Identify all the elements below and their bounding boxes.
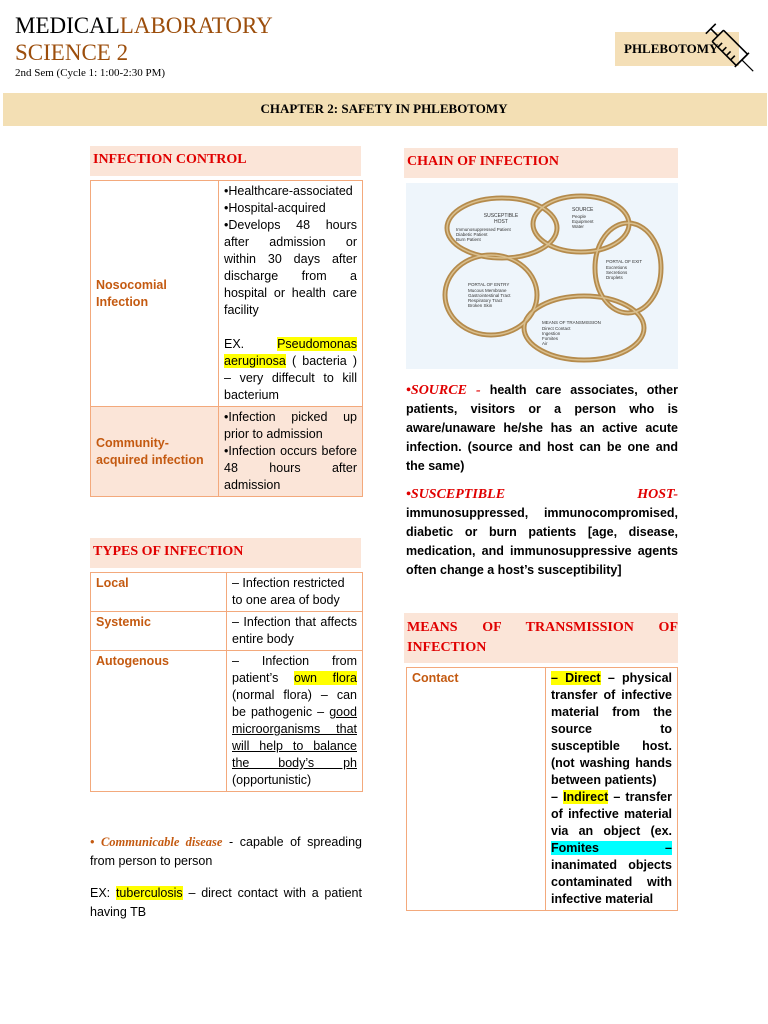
course-title-line2: SCIENCE 2 (15, 40, 129, 65)
diagram-means-items: Direct Contact Ingestion Fomites Air (542, 326, 571, 346)
chapter-title: CHAPTER 2: SAFETY IN PHLEBOTOMY (260, 101, 508, 116)
means-of-transmission-heading: MEANS OF TRANSMISSION OF INFECTION (404, 613, 678, 663)
table-row (91, 573, 363, 612)
diagram-exit-items: Excretions Secretions Droplets (606, 265, 628, 280)
contact-desc: – Direct – physical transfer of infective material from the source to susceptible host. (not washing hands between patients) – Indirect – transfer of infective material via an object (ex. Fomites – inanimated objects contaminated with infective material (546, 668, 678, 911)
table-row (91, 651, 363, 792)
diagram-source-title: SOURCE (572, 207, 594, 213)
example-suffix: ( bacteria ) – very diffecult to kill bacterium (224, 354, 357, 402)
nosocomial-desc (219, 181, 363, 407)
highlight-text: Fomites – (551, 841, 672, 855)
types-table (90, 572, 363, 792)
table-row (91, 407, 363, 497)
chain-of-infection-heading: CHAIN OF INFECTION (404, 148, 678, 178)
nosocomial-example (224, 336, 357, 404)
course-title (15, 12, 273, 66)
types-of-infection-heading: TYPES OF INFECTION (90, 538, 361, 568)
highlight-text: Indirect (563, 790, 609, 804)
diagram-entry-title: PORTAL OF ENTRY (468, 282, 510, 287)
term-text: •SUSCEPTIBLE HOST- (406, 487, 678, 502)
source-paragraph: •SOURCE - health care associates, other patients, visitors or a person who is aware/unaware he/she has an active acute infection. (source and host can be one and the same) (406, 383, 678, 473)
example-prefix: EX. (224, 337, 245, 351)
chain-of-infection-diagram (406, 183, 678, 369)
course-title-part1: MEDICAL (15, 13, 120, 38)
transmission-table (406, 667, 678, 911)
diagram-exit-title: PORTAL OF EXIT (606, 259, 643, 264)
underlined-text: good microorganisms that will help to balance the body’s ph (232, 705, 357, 770)
table-row (407, 668, 678, 911)
local-desc: – Infection restricted to one area of body (227, 573, 363, 612)
table-row (91, 612, 363, 651)
highlight-text: Pseudomonas aeruginosa (224, 337, 357, 368)
list-item: •Infection occurs before 48 hours after admission (224, 444, 357, 492)
systemic-desc: – Infection that affects entire body (227, 612, 363, 651)
nosocomial-label: Nosocomial Infection (91, 181, 219, 407)
syringe-icon (704, 20, 760, 80)
local-label: Local (91, 573, 227, 612)
autogenous-label: Autogenous (91, 651, 227, 792)
diagram-means-title: MEANS OF TRANSMISSION (542, 320, 601, 325)
highlight-text: – Direct (551, 671, 601, 685)
highlight-text: tuberculosis (115, 886, 183, 900)
community-label: Community-acquired infection (91, 407, 219, 497)
diagram-host-title: SUSCEPTIBLE HOST (483, 213, 519, 225)
diagram-source-items: People Equipment Water (572, 214, 594, 229)
diagram-entry-items: Mucous Membrane Gastrointestinal Tract Respiratory Tract Broken Skin (468, 288, 511, 308)
list-item: •Hospital-acquired (224, 201, 326, 215)
term-text: Communicable disease (100, 835, 223, 849)
infection-control-table (90, 180, 363, 497)
course-title-part2: LABORATORY (119, 13, 273, 38)
communicable-example: EX: tuberculosis – direct contact with a patient having TB (90, 886, 362, 919)
term-text: •SOURCE - (406, 383, 481, 398)
list-item: •Develops 48 hours after admission or within 30 days after discharge from a hospital or health care facility (224, 218, 357, 317)
host-paragraph: •SUSCEPTIBLE HOST- immunosuppressed, immunocompromised, diabetic or burn patients [age, disease, medication, and immunosuppressive agents often change a host’s susceptibility] (406, 487, 678, 577)
contact-label: Contact (407, 668, 546, 911)
course-schedule: 2nd Sem (Cycle 1: 1:00-2:30 PM) (15, 67, 166, 79)
communicable-paragraph: • Communicable disease - capable of spreading from person to person (90, 835, 362, 868)
infection-control-heading: INFECTION CONTROL (90, 146, 361, 176)
diagram-host-items: Immunosuppressed Patient Diabetic Patient Burn Patient (456, 227, 511, 242)
list-item: •Infection picked up prior to admission (224, 410, 357, 441)
table-row (91, 181, 363, 407)
list-item: •Healthcare-associated (224, 184, 353, 198)
autogenous-desc: – Infection from patient’s own flora (normal flora) – can be pathogenic – good microorganisms that will help to balance the body’s ph (opportunistic) (227, 651, 363, 792)
highlight-text: own flora (294, 671, 357, 685)
systemic-label: Systemic (91, 612, 227, 651)
topic-badge-label: PHLEBOTOMY (624, 41, 719, 56)
community-desc (219, 407, 363, 497)
